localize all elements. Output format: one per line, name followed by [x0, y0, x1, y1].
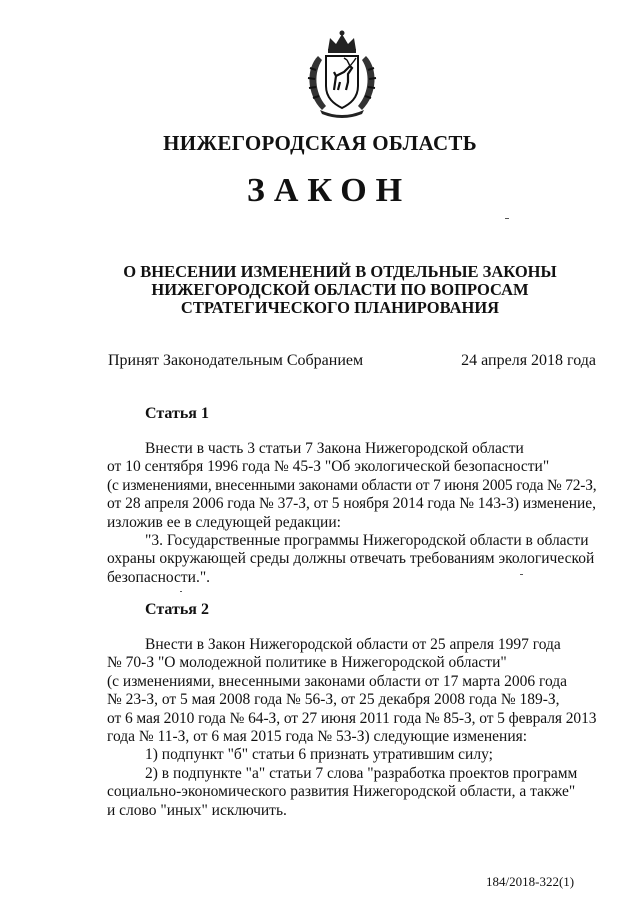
law-title-line: СТРАТЕГИЧЕСКОГО ПЛАНИРОВАНИЯ	[180, 298, 500, 317]
paragraph-line: Внести в часть 3 статьи 7 Закона Нижегородской области	[145, 440, 524, 457]
law-title	[80, 263, 600, 317]
law-title-line: НИЖЕГОРОДСКОЙ ОБЛАСТИ ПО ВОПРОСАМ	[151, 280, 529, 299]
paragraph-line: 1) подпункт "б" статьи 6 признать утратившим силу;	[145, 746, 493, 764]
paragraph-line: года № 11-З, от 6 мая 2015 года № 53-З) следующие изменения:	[107, 728, 528, 746]
coat-of-arms-emblem	[300, 28, 384, 120]
law-title-line: О ВНЕСЕНИИ ИЗМЕНЕНИЙ В ОТДЕЛЬНЫЕ ЗАКОНЫ	[123, 262, 557, 281]
scan-speck	[505, 218, 509, 219]
paragraph-line: 2) в подпункте "а" статьи 7 слова "разработка проектов программ	[145, 764, 578, 782]
document-number: 184/2018-322(1)	[486, 874, 575, 889]
article-2-text	[107, 636, 596, 820]
article-1-heading: Статья 1	[145, 405, 209, 422]
paragraph-line: от 10 сентября 1996 года № 45-З "Об экологической безопасности"	[107, 458, 550, 476]
paragraph-line: Внести в Закон Нижегородской области от 25 апреля 1997 года	[145, 636, 561, 653]
document-type: ЗАКОН	[246, 172, 412, 209]
paragraph-line: "3. Государственные программы Нижегородской области в области	[145, 532, 589, 550]
paragraph-line: от 28 апреля 2006 года № 37-З, от 5 ноября 2014 года № 143-З) изменение,	[107, 495, 596, 513]
paragraph-line: социально-экономического развития Нижегородской области, а также"	[107, 783, 576, 801]
paragraph-line: (с изменениями, внесенными законами области от 7 июня 2005 года № 72-З,	[107, 476, 597, 494]
paragraph-line: и слово "иных" исключить.	[107, 801, 287, 819]
paragraph-line: (с изменениями, внесенными законами области от 17 марта 2006 года	[107, 672, 568, 690]
adoption-line	[108, 352, 596, 370]
article-2-heading: Статья 2	[145, 601, 209, 618]
adopted-by: Принят Законодательным Собранием	[108, 352, 364, 369]
paragraph-line: охраны окружающей среды должны отвечать требованиям экологической	[107, 550, 595, 568]
article-1-text	[107, 440, 596, 587]
paragraph-line: от 6 мая 2010 года № 64-З, от 27 июня 2011 года № 85-З, от 5 февраля 2013	[107, 709, 597, 727]
region-name: НИЖЕГОРОДСКАЯ ОБЛАСТЬ	[163, 131, 477, 155]
scan-speck	[180, 591, 182, 592]
scan-speck	[520, 574, 523, 575]
adoption-date: 24 апреля 2018 года	[461, 352, 596, 369]
paragraph-line: № 70-З "О молодежной политике в Нижегородской области"	[107, 654, 507, 672]
paragraph-line: изложив ее в следующей редакции:	[107, 513, 341, 531]
paragraph-line: безопасности.".	[107, 568, 211, 586]
paragraph-line: № 23-З, от 5 мая 2008 года № 56-З, от 25 декабря 2008 года № 189-З,	[107, 691, 560, 709]
